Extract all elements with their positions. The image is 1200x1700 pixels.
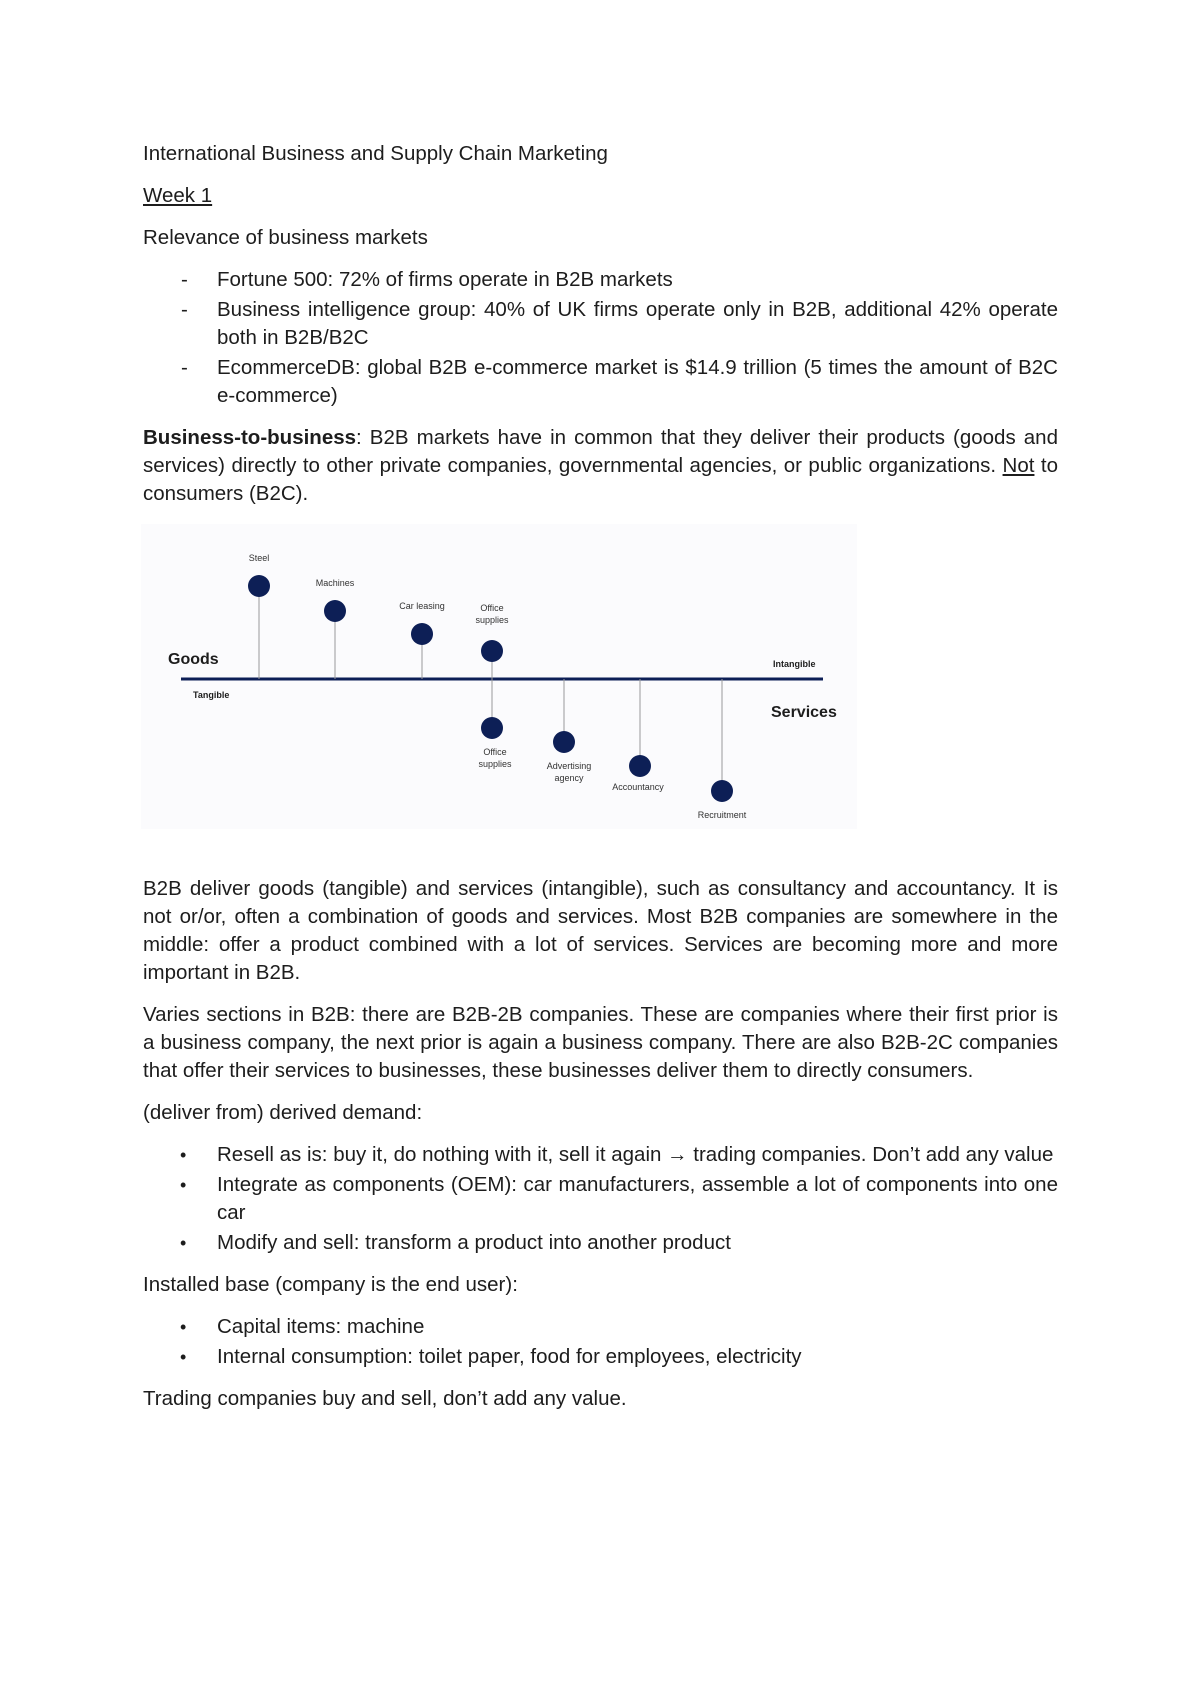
dash-bullet: - — [181, 298, 188, 321]
services-label: Services — [771, 704, 837, 721]
b2b-definition — [143, 424, 1058, 508]
goods-services-chart — [141, 524, 857, 829]
closing-paragraph: Trading companies buy and sell, don’t add any value. — [143, 1387, 627, 1410]
dot-bullet: • — [180, 1145, 187, 1165]
dot-bullet: • — [180, 1317, 187, 1337]
list-item-text: Internal consumption: toilet paper, food for employees, electricity — [217, 1345, 802, 1368]
label-recruitment: Recruitment — [697, 810, 747, 820]
list-item — [143, 1229, 1058, 1257]
label-office-supplies-services-1: Office — [483, 747, 507, 757]
list-item — [143, 1313, 1058, 1341]
list-item — [143, 1343, 1058, 1371]
definition-text-end: to consumers (B2C). — [143, 454, 1059, 505]
label-advertising-1: Advertising — [546, 761, 592, 771]
goods-services-paragraph: B2B deliver goods (tangible) and services (intangible), such as consultancy and accountancy. It is not or/or, often a combination of goods and services. Most B2B companies are somewhere in the middle: offer a product combined with a lot of services. Services are becoming more and more important in B2B. — [143, 877, 1058, 984]
list-item-text: Business intelligence group: 40% of UK firms operate only in B2B, additional 42% operate both in B2B/B2C — [217, 298, 1058, 349]
definition-term: Business-to-business — [143, 426, 357, 449]
marker-steel — [248, 575, 270, 597]
list-item — [143, 266, 1058, 294]
derived-demand-list — [143, 1141, 1058, 1257]
list-item — [143, 296, 1058, 352]
b2b-sections-paragraph: Varies sections in B2B: there are B2B-2B companies. These are companies where their first prior is a business company, the next prior is again a business company. There are also B2B-2C companies that offer their services to businesses, these businesses deliver them to directly consumers. — [143, 1003, 1058, 1082]
dot-bullet: • — [180, 1347, 187, 1367]
marker-office-supplies-goods — [481, 640, 503, 662]
dot-bullet: • — [180, 1175, 187, 1195]
goods-label: Goods — [168, 651, 219, 668]
marker-car-leasing — [411, 623, 433, 645]
relevance-heading: Relevance of business markets — [143, 226, 428, 249]
list-item — [143, 354, 1058, 410]
installed-base-list — [143, 1313, 1058, 1371]
list-item-text: Capital items: machine — [217, 1315, 425, 1338]
derived-demand-heading: (deliver from) derived demand: — [143, 1101, 423, 1124]
marker-machines — [324, 600, 346, 622]
label-accountancy: Accountancy — [612, 782, 664, 792]
marker-recruitment — [711, 780, 733, 802]
intangible-label: Intangible — [773, 659, 816, 669]
document-title: International Business and Supply Chain Marketing — [143, 142, 608, 165]
definition-not: Not — [1002, 454, 1035, 477]
label-steel: Steel — [248, 553, 270, 563]
list-item-text: Fortune 500: 72% of firms operate in B2B markets — [217, 268, 673, 291]
goods-services-diagram — [141, 524, 857, 829]
label-machines: Machines — [315, 578, 355, 588]
marker-office-supplies-services — [481, 717, 503, 739]
week-heading: Week 1 — [143, 184, 213, 207]
installed-base-heading: Installed base (company is the end user): — [143, 1273, 518, 1296]
dash-bullet: - — [181, 268, 188, 291]
dot-bullet: • — [180, 1233, 187, 1253]
label-advertising-2: agency — [554, 773, 584, 783]
dash-bullet: - — [181, 356, 188, 379]
document-content — [143, 140, 1058, 1427]
list-item-text: Integrate as components (OEM): car manufacturers, assemble a lot of components into one car — [217, 1173, 1058, 1224]
tangible-label: Tangible — [193, 690, 230, 700]
label-office-supplies-goods-2: supplies — [475, 615, 509, 625]
relevance-list — [143, 266, 1058, 410]
marker-accountancy — [629, 755, 651, 777]
label-office-supplies-services-2: supplies — [478, 759, 512, 769]
marker-advertising — [553, 731, 575, 753]
label-car-leasing: Car leasing — [399, 601, 445, 611]
definition-text: : B2B markets have in common that they deliver their products (goods and services) directly to other private companies, governmental agencies, or public organizations. — [143, 426, 1058, 477]
list-item — [143, 1171, 1058, 1227]
list-item-text: Modify and sell: transform a product into another product — [217, 1231, 731, 1254]
list-item-text: EcommerceDB: global B2B e-commerce market is $14.9 trillion (5 times the amount of B2C e-commerce) — [217, 356, 1058, 407]
list-item-text: Resell as is: buy it, do nothing with it, sell it again → trading companies. Don’t add any value — [217, 1143, 1054, 1166]
label-office-supplies-goods-1: Office — [480, 603, 504, 613]
list-item — [143, 1141, 1058, 1169]
